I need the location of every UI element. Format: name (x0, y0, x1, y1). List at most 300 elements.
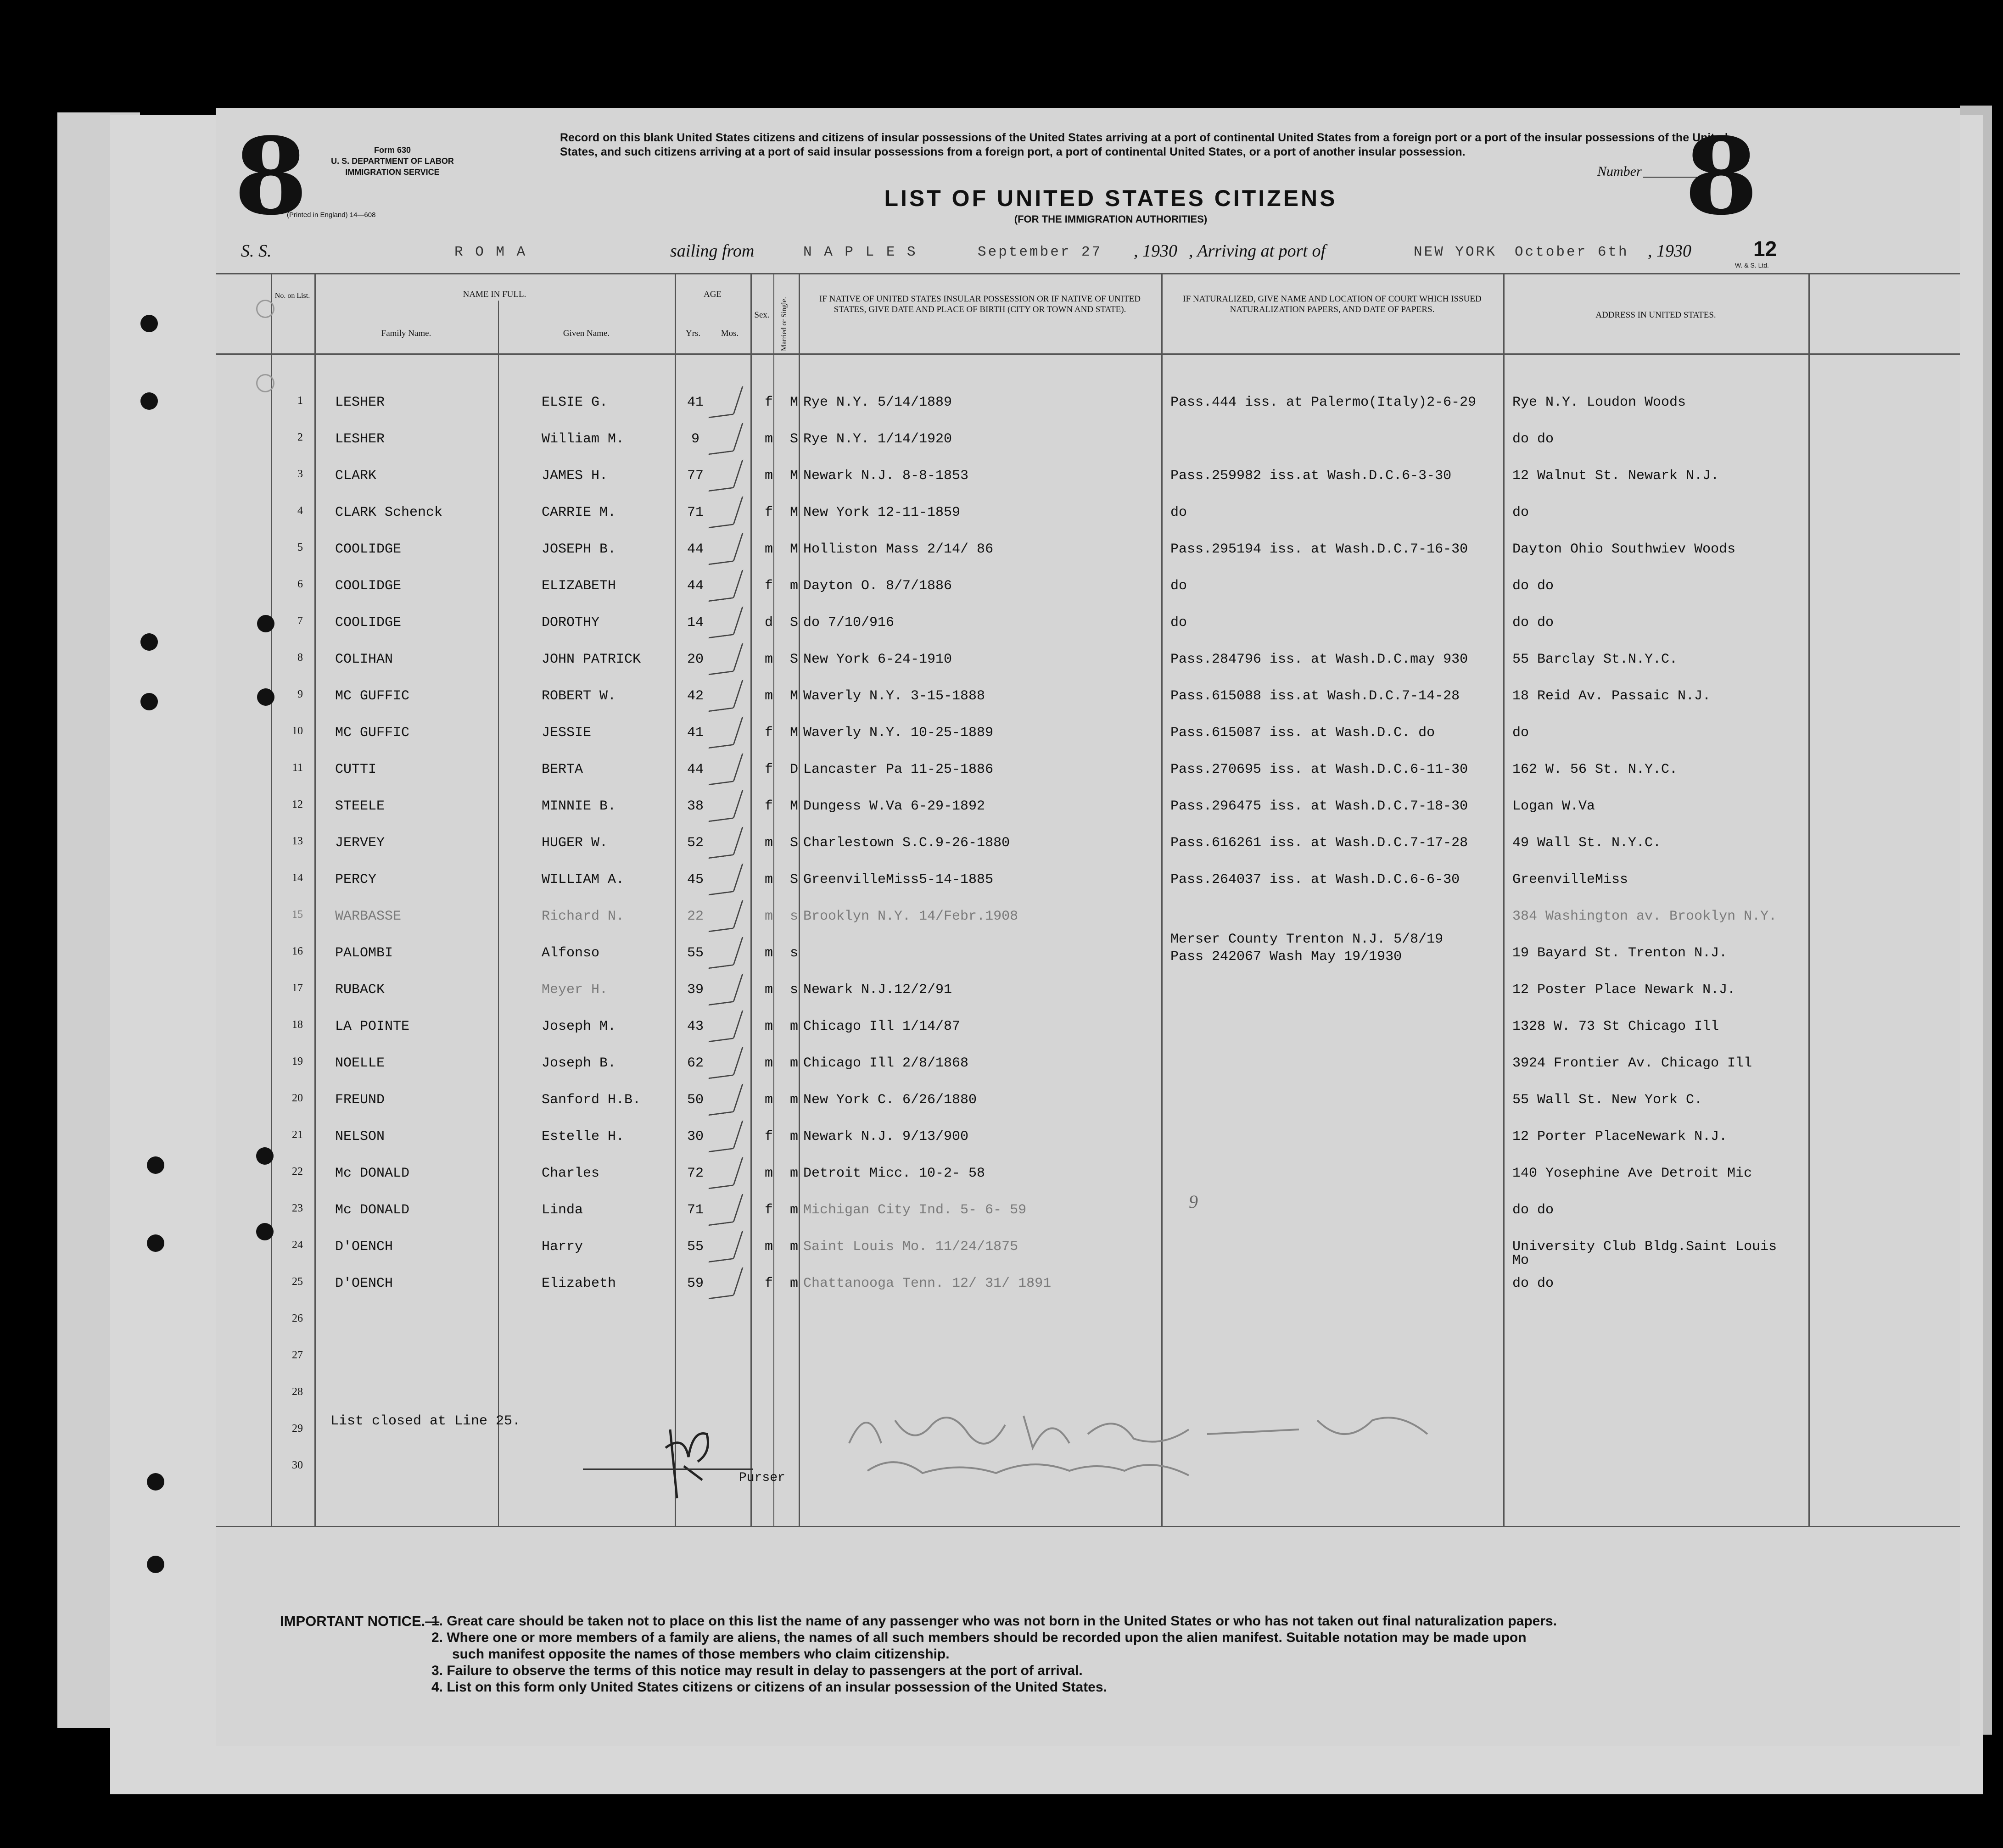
check-mark-icon (708, 754, 743, 786)
table-row (216, 1303, 1960, 1340)
row-number: 26 (292, 1312, 303, 1324)
family-name: FREUND (335, 1092, 385, 1108)
age: 43 (687, 1019, 704, 1034)
given-name: ELIZABETH (542, 578, 616, 594)
given-name: Sanford H.B. (542, 1092, 641, 1108)
address-line2: do do (1512, 1202, 1554, 1218)
naturalization-info: Pass.295194 iss. at Wash.D.C.7-16-30 (1170, 542, 1468, 557)
address-line2: Mo (1512, 1253, 1529, 1268)
row-number: 9 (297, 688, 303, 700)
address: 12 Poster Place Newark N.J. (1512, 982, 1736, 998)
sex: m (764, 1055, 773, 1071)
given-name: Harry (542, 1239, 583, 1255)
check-mark-icon (708, 1194, 743, 1226)
sheet-number-left: 8 (234, 115, 308, 239)
check-mark-icon (708, 1267, 743, 1300)
birth-info: GreenvilleMiss5-14-1885 (803, 872, 994, 888)
family-name: Mc DONALD (335, 1202, 410, 1218)
check-mark-icon (708, 680, 743, 712)
address: do do (1512, 578, 1554, 594)
marital-status: S (789, 615, 798, 631)
birth-info: Waverly N.Y. 10-25-1889 (803, 725, 994, 741)
family-name: JERVEY (335, 835, 385, 851)
col-header-family: Family Name. (381, 329, 431, 338)
address: 19 Bayard St. Trenton N.J. (1512, 945, 1728, 961)
given-name: CARRIE M. (542, 505, 616, 520)
printed-in: (Printed in England) 14—608 (287, 211, 376, 219)
given-name: DOROTHY (542, 615, 600, 631)
check-mark-icon (708, 643, 743, 676)
row-number: 2 (297, 431, 303, 443)
form-line: IMMIGRATION SERVICE (345, 167, 440, 177)
family-name: D'OENCH (335, 1239, 393, 1255)
sex: m (764, 652, 773, 667)
age: 52 (687, 835, 704, 851)
col-header-sex: Sex. (754, 310, 770, 320)
col-header-age: AGE (703, 290, 722, 299)
age: 45 (687, 872, 704, 888)
naturalization-info: Pass.444 iss. at Palermo(Italy)2-6-29 (1170, 395, 1477, 410)
birth-info: Newark N.J. 9/13/900 (803, 1129, 969, 1145)
sex: m (764, 1166, 773, 1181)
birth-info: Waverly N.Y. 3-15-1888 (803, 688, 985, 704)
family-name: MC GUFFIC (335, 725, 410, 741)
address: do do (1512, 431, 1554, 447)
table-row (216, 973, 1960, 1010)
table-row (216, 1046, 1960, 1083)
sex: f (764, 578, 773, 594)
age: 39 (687, 982, 704, 998)
birth-info: Saint Louis Mo. 11/24/1875 (803, 1239, 1018, 1255)
sex: f (764, 798, 773, 814)
check-mark-icon (708, 570, 743, 602)
marital-status: m (789, 1019, 798, 1034)
naturalization-info: Merser County Trenton N.J. 5/8/19 (1170, 932, 1444, 947)
notice-item: 3. Failure to observe the terms of this notice may result in delay to passengers at the port of arrival. (431, 1663, 1083, 1678)
ring-hole (256, 300, 274, 318)
family-name: NOELLE (335, 1055, 385, 1071)
row-number: 12 (292, 798, 303, 810)
sex: f (764, 762, 773, 777)
row-number: 15 (292, 909, 303, 921)
col-header-mos: Mos. (721, 329, 739, 338)
address: University Club Bldg.Saint Louis (1512, 1239, 1777, 1255)
purser-signature-line (583, 1468, 753, 1470)
punch-hole (147, 1473, 164, 1491)
port-to: NEW YORK (1414, 244, 1497, 260)
birth-info: Brooklyn N.Y. 14/Febr.1908 (803, 909, 1018, 924)
table-row (216, 1083, 1960, 1120)
check-mark-icon (708, 460, 743, 492)
list-closed-note: List closed at Line 25. (330, 1413, 521, 1429)
check-mark-icon (708, 1084, 743, 1116)
punch-hole (256, 1147, 274, 1165)
marital-status: s (789, 909, 798, 924)
given-name: Estelle H. (542, 1129, 625, 1145)
birth-info: do 7/10/916 (803, 615, 895, 631)
marital-status: M (789, 725, 798, 741)
table-row (216, 1230, 1960, 1267)
given-name: Linda (542, 1202, 583, 1218)
given-name: BERTA (542, 762, 583, 777)
col-header-given: Given Name. (563, 329, 610, 338)
age: 30 (687, 1129, 704, 1145)
birth-info: Dayton O. 8/7/1886 (803, 578, 952, 594)
row-number: 29 (292, 1423, 303, 1435)
table-row (216, 642, 1960, 679)
col-header-name: NAME IN FULL. (463, 290, 526, 299)
check-mark-icon (708, 937, 743, 969)
sex: m (764, 1019, 773, 1034)
family-name: LESHER (335, 395, 385, 410)
birth-info: Newark N.J. 8-8-1853 (803, 468, 969, 484)
family-name: PERCY (335, 872, 377, 888)
naturalization-info: Pass.615088 iss.at Wash.D.C.7-14-28 (1170, 688, 1460, 704)
age: 77 (687, 468, 704, 484)
table-row (216, 1267, 1960, 1303)
table-row (216, 716, 1960, 753)
given-name: Joseph B. (542, 1055, 616, 1071)
table-row (216, 569, 1960, 606)
family-name: CLARK (335, 468, 377, 484)
number-label: Number (1597, 164, 1642, 179)
given-name: JAMES H. (542, 468, 608, 484)
marital-status: m (789, 1276, 798, 1291)
birth-info: Chattanooga Tenn. 12/ 31/ 1891 (803, 1276, 1052, 1291)
table-row (216, 753, 1960, 789)
row-number: 13 (292, 835, 303, 847)
marital-status: M (789, 542, 798, 557)
punch-hole (256, 1223, 274, 1240)
marital-status: m (789, 1239, 798, 1255)
punch-hole (147, 1234, 164, 1252)
family-name: COOLIDGE (335, 615, 402, 631)
sex: f (764, 395, 773, 410)
table-row (216, 385, 1960, 422)
family-name: RUBACK (335, 982, 385, 998)
sailing-from-label: sailing from (670, 241, 755, 261)
naturalization-info: Pass.616261 iss. at Wash.D.C.7-17-28 (1170, 835, 1468, 851)
row-number: 10 (292, 725, 303, 737)
age: 44 (687, 542, 704, 557)
check-mark-icon (708, 1011, 743, 1043)
family-name: COLIHAN (335, 652, 393, 667)
age: 55 (687, 1239, 704, 1255)
age: 72 (687, 1166, 704, 1181)
year-to: , 1930 (1648, 241, 1691, 261)
address: 162 W. 56 St. N.Y.C. (1512, 762, 1678, 777)
punch-hole (140, 315, 158, 332)
sex: m (764, 945, 773, 961)
marital-status: m (789, 1129, 798, 1145)
form-line: Form 630 (374, 145, 411, 155)
address: 55 Barclay St.N.Y.C. (1512, 652, 1678, 667)
marital-status: M (789, 505, 798, 520)
row-number: 6 (297, 578, 303, 590)
sex: m (764, 542, 773, 557)
row-number: 14 (292, 872, 303, 884)
col-header-birth: IF NATIVE OF UNITED STATES INSULAR POSSESSION OR IF NATIVE OF UNITED STATES, GIVE DATE AND PLACE OF BIRTH (CITY OR TOWN AND STATE). (819, 294, 1141, 314)
sheet-number-right: 8 (1684, 115, 1758, 239)
family-name: LA POINTE (335, 1019, 410, 1034)
birth-info: New York 6-24-1910 (803, 652, 952, 667)
row-number: 21 (292, 1129, 303, 1141)
punch-hole (147, 1556, 164, 1573)
naturalization-info: Pass.296475 iss. at Wash.D.C.7-18-30 (1170, 798, 1468, 814)
age: 20 (687, 652, 704, 667)
notice-item: 1. Great care should be taken not to place on this list the name of any passenger who was not born in the United States or who has not taken out final naturalization papers. (431, 1614, 1557, 1629)
punch-hole (140, 693, 158, 710)
check-mark-icon (708, 386, 743, 419)
check-mark-icon (708, 827, 743, 859)
sex: m (764, 909, 773, 924)
given-name: Alfonso (542, 945, 600, 961)
record-instructions: Record on this blank United States citizens and citizens of insular possessions of the United States arriving at a port of continental United States from a foreign port or a port of the insular possessions of the United States, and such citizens arriving at a port of said insular possessions from a foreign port, a port of continental United States, or a port of another insular possession. (560, 131, 1728, 158)
marital-status: m (789, 1202, 798, 1218)
inspector-signature (840, 1393, 1437, 1485)
ss-label: S. S. (241, 241, 272, 261)
check-mark-icon (708, 1047, 743, 1079)
table-row (216, 1340, 1960, 1377)
col-header-married: Married or Single. (780, 297, 788, 351)
row-number: 25 (292, 1276, 303, 1288)
marital-status: m (789, 1166, 798, 1181)
naturalization-info: do (1170, 615, 1187, 631)
birth-info: Lancaster Pa 11-25-1886 (803, 762, 994, 777)
naturalization-info: Pass.284796 iss. at Wash.D.C.may 930 (1170, 652, 1468, 667)
purser-signature (656, 1420, 721, 1503)
punch-hole (147, 1156, 164, 1174)
grid-line (216, 1526, 1960, 1527)
age: 38 (687, 798, 704, 814)
sex: m (764, 468, 773, 484)
punch-hole (140, 633, 158, 651)
age: 22 (687, 909, 704, 924)
given-name: Meyer H. (542, 982, 608, 998)
given-name: Charles (542, 1166, 600, 1181)
row-number: 4 (297, 505, 303, 517)
address-line2: do (1512, 725, 1529, 741)
manifest-sheet (216, 108, 1960, 1746)
notice-item: 2. Where one or more members of a family are aliens, the names of all such members should be recorded upon the alien manifest. Suitable notation may be made upon (431, 1630, 1527, 1645)
address-line2: do do (1512, 1276, 1554, 1291)
sex: d (764, 615, 773, 631)
marital-status: m (789, 1092, 798, 1108)
address: Logan W.Va (1512, 798, 1595, 814)
row-number: 1 (297, 395, 303, 407)
address: 1328 W. 73 St Chicago Ill (1512, 1019, 1719, 1034)
marital-status: M (789, 468, 798, 484)
address: 12 Porter PlaceNewark N.J. (1512, 1129, 1728, 1145)
address: 18 Reid Av. Passaic N.J. (1512, 688, 1711, 704)
age: 9 (691, 431, 699, 447)
form-info (294, 145, 491, 178)
family-name: STEELE (335, 798, 385, 814)
given-name: JOHN PATRICK (542, 652, 641, 667)
check-mark-icon (708, 790, 743, 822)
given-name: JOSEPH B. (542, 542, 616, 557)
sex: m (764, 835, 773, 851)
row-number: 17 (292, 982, 303, 994)
birth-info: New York 12-11-1859 (803, 505, 961, 520)
address: 140 Yosephine Ave Detroit Mic (1512, 1166, 1752, 1181)
birth-info: Newark N.J.12/2/91 (803, 982, 952, 998)
form-line: U. S. DEPARTMENT OF LABOR (331, 156, 454, 166)
given-name: ELSIE G. (542, 395, 608, 410)
marital-status: S (789, 835, 798, 851)
naturalization-info: do (1170, 578, 1187, 594)
row-number: 24 (292, 1239, 303, 1251)
row-number: 3 (297, 468, 303, 480)
birth-info: Chicago Ill 1/14/87 (803, 1019, 961, 1034)
given-name: WILLIAM A. (542, 872, 625, 888)
row-number: 16 (292, 945, 303, 957)
row-number: 27 (292, 1349, 303, 1361)
given-name: JESSIE (542, 725, 592, 741)
age: 59 (687, 1276, 704, 1291)
row-number: 7 (297, 615, 303, 627)
given-name: HUGER W. (542, 835, 608, 851)
marital-status: S (789, 872, 798, 888)
address-line2: do (1512, 505, 1529, 520)
notice-items (431, 1613, 1785, 1696)
address: 55 Wall St. New York C. (1512, 1092, 1703, 1108)
naturalization-info: Pass.270695 iss. at Wash.D.C.6-11-30 (1170, 762, 1468, 777)
marital-status: S (789, 652, 798, 667)
page-title: LIST OF UNITED STATES CITIZENS (884, 185, 1337, 211)
marital-status: m (789, 1055, 798, 1071)
table-row (216, 789, 1960, 826)
table-row (216, 422, 1960, 459)
family-name: COOLIDGE (335, 542, 402, 557)
sex: f (764, 1276, 773, 1291)
check-mark-icon (708, 497, 743, 529)
sex: m (764, 982, 773, 998)
port-from: N A P L E S (803, 244, 918, 260)
naturalization-info-line2: Pass 242067 Wash May 19/1930 (1170, 949, 1402, 965)
naturalization-info: Pass.259982 iss.at Wash.D.C.6-3-30 (1170, 468, 1452, 484)
birth-info: New York C. 6/26/1880 (803, 1092, 977, 1108)
col-header-no: No. on List. (274, 292, 310, 300)
birth-info: Michigan City Ind. 5- 6- 59 (803, 1202, 1027, 1218)
family-name: MC GUFFIC (335, 688, 410, 704)
table-row (216, 1010, 1960, 1046)
punch-hole (140, 392, 158, 410)
birth-info: Holliston Mass 2/14/ 86 (803, 542, 994, 557)
family-name: LESHER (335, 431, 385, 447)
sex: m (764, 688, 773, 704)
table-row (216, 899, 1960, 936)
given-name: Joseph M. (542, 1019, 616, 1034)
col-header-address: ADDRESS IN UNITED STATES. (1595, 310, 1716, 320)
age: 44 (687, 578, 704, 594)
arriving-label: , Arriving at port of (1189, 241, 1326, 261)
check-mark-icon (708, 533, 743, 565)
table-row (216, 679, 1960, 716)
family-name: NELSON (335, 1129, 385, 1145)
year-from: , 1930 (1134, 241, 1177, 261)
row-number: 11 (292, 762, 303, 774)
sex: f (764, 725, 773, 741)
address: 49 Wall St. N.Y.C. (1512, 835, 1662, 851)
check-mark-icon (708, 423, 743, 455)
naturalization-info: Pass.615087 iss. at Wash.D.C. do (1170, 725, 1435, 741)
table-row (216, 1120, 1960, 1156)
family-name: COOLIDGE (335, 578, 402, 594)
address: 3924 Frontier Av. Chicago Ill (1512, 1055, 1752, 1071)
given-name: Elizabeth (542, 1276, 616, 1291)
age: 62 (687, 1055, 704, 1071)
table-row (216, 1193, 1960, 1230)
marital-status: M (789, 798, 798, 814)
notice-item: such manifest opposite the names of those members who claim citizenship. (452, 1647, 950, 1662)
grid-line (216, 273, 1960, 274)
table-row (216, 606, 1960, 642)
birth-info: Charlestown S.C.9-26-1880 (803, 835, 1010, 851)
address: Dayton Ohio Southwiev Woods (1512, 542, 1736, 557)
row-number: 23 (292, 1202, 303, 1214)
row-number: 30 (292, 1459, 303, 1471)
sex: f (764, 1129, 773, 1145)
sex: f (764, 505, 773, 520)
col-header-naturalized: IF NATURALIZED, GIVE NAME AND LOCATION OF COURT WHICH ISSUED NATURALIZATION PAPERS, AND DATE OF PAPERS. (1183, 294, 1482, 314)
check-mark-icon (708, 1121, 743, 1153)
given-name: Richard N. (542, 909, 625, 924)
row-number: 22 (292, 1166, 303, 1178)
table-row (216, 863, 1960, 899)
marital-status: S (789, 431, 798, 447)
ring-hole (256, 374, 274, 392)
birth-info: Detroit Micc. 10-2- 58 (803, 1166, 985, 1181)
notice-item: 4. List on this form only United States citizens or citizens of an insular possession of the United States. (431, 1680, 1107, 1695)
marital-status: s (789, 945, 798, 961)
birth-info: Rye N.Y. 5/14/1889 (803, 395, 952, 410)
check-mark-icon (708, 607, 743, 639)
naturalization-info-line2: do (1170, 505, 1187, 520)
check-mark-icon (708, 974, 743, 1006)
check-mark-icon (708, 717, 743, 749)
age: 71 (687, 1202, 704, 1218)
given-name: ROBERT W. (542, 688, 616, 704)
table-row (216, 826, 1960, 863)
row-number: 19 (292, 1055, 303, 1067)
naturalization-info: Pass.264037 iss. at Wash.D.C.6-6-30 (1170, 872, 1460, 888)
row-number: 18 (292, 1019, 303, 1031)
address: GreenvilleMiss (1512, 872, 1628, 888)
age: 42 (687, 688, 704, 704)
date-from: September 27 (978, 244, 1102, 260)
notice-label: IMPORTANT NOTICE.— (280, 1613, 440, 1629)
check-mark-icon (708, 900, 743, 932)
address: do do (1512, 615, 1554, 631)
marital-status: M (789, 688, 798, 704)
age: 44 (687, 762, 704, 777)
check-mark-icon (708, 1157, 743, 1189)
birth-info: Chicago Ill 2/8/1868 (803, 1055, 969, 1071)
family-name: Mc DONALD (335, 1166, 410, 1181)
age: 14 (687, 615, 704, 631)
birth-info: Rye N.Y. 1/14/1920 (803, 431, 952, 447)
sex: m (764, 872, 773, 888)
age: 50 (687, 1092, 704, 1108)
family-name: CUTTI (335, 762, 377, 777)
page-number: 12 (1753, 237, 1777, 261)
margin-mark: 9 (1189, 1191, 1198, 1212)
age: 41 (687, 725, 704, 741)
punch-hole (257, 615, 274, 632)
given-name: MINNIE B. (542, 798, 616, 814)
family-name: WARBASSE (335, 909, 402, 924)
